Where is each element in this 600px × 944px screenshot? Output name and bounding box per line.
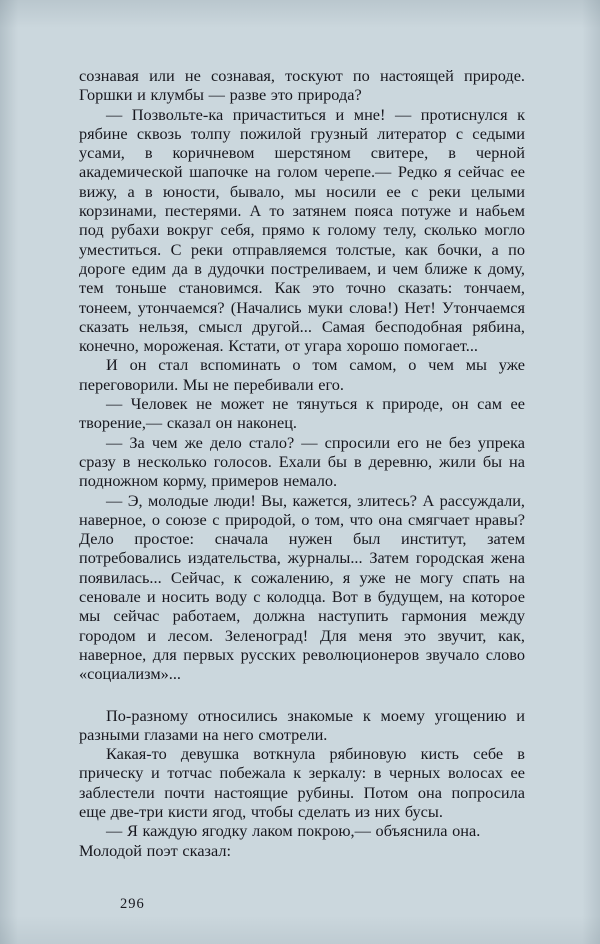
paragraph: И он стал вспоминать о том самом, о чем мы уже переговорили. Мы не перебивали его. [79, 355, 525, 394]
paragraph: — Э, молодые люди! Вы, кажется, злитесь? А рассуждали, наверное, о союзе с природой, о том, что она смягчает нравы? Дело простое: сначала нужен был институт, затем потребовались издательства, журналы... Затем городская жена появилась... Сейчас, к сожалению, я уже не могу спать на сеновале и носить воду с колодца. Вот в будущем, на которое мы сейчас работаем, должна наступить гармония между городом и лесом. Зеленоград! Для меня это звучит, как, наверное, для первых русских революционеров звучало слово «социализм»... [79, 490, 525, 684]
paragraph: Какая-то девушка воткнула рябиновую кисть себе в прическу и тотчас побежала к зеркалу: в черных волосах ее заблестели почти настоящие рубины. Потом она попросила еще две-три кисти ягод, чтобы сделать из них бусы. [79, 744, 525, 821]
paragraph-continuation: сознавая или не сознавая, тоскуют по настоящей природе. Горшки и клумбы — разве это природа? [79, 66, 525, 105]
paragraph: — Человек не может не тянуться к природе, он сам ее творение,— сказал он наконец. [79, 394, 525, 433]
paragraph: — Позвольте-ка причаститься и мне! — протиснулся к рябине сквозь толпу пожилой грузный литератор с седыми усами, в коричневом шерстяном свитере, в черной академической шапочке на голом черепе.— Редко я сейчас ее вижу, а в юности, бывало, мы носили ее с реки целыми корзинами, пестерями. А то затянем пояса потуже и набьем под рубахи вокруг себя, прямо к голому телу, сколько могло уместиться. С реки отправляемся толстые, как бочки, а по дороге едим да в дудочки постреливаем, и чем ближе к дому, тем тоньше становимся. Как это точно сказать: тончаем, тонеем, утончаемся? (Начались муки слова!) Нет! Утончаемся сказать нельзя, смысл другой... Самая бесподобная рябина, конечно, мороженая. Кстати, от угара хорошо помогает... [79, 104, 525, 356]
paragraph: — Я каждую ягодку лаком покрою,— объяснила она. [106, 821, 481, 841]
page-number: 296 [120, 896, 145, 912]
paragraph-section-start: По-разному относились знакомые к моему угощению и разными глазами на него смотрели. [79, 705, 525, 744]
paragraph: — За чем же дело стало? — спросили его не без упрека сразу в несколько голосов. Ехали бы в деревню, жили бы на подножном корму, примеров немало. [79, 432, 525, 491]
body-text [79, 66, 525, 860]
paragraph: Молодой поэт сказал: [79, 840, 231, 860]
